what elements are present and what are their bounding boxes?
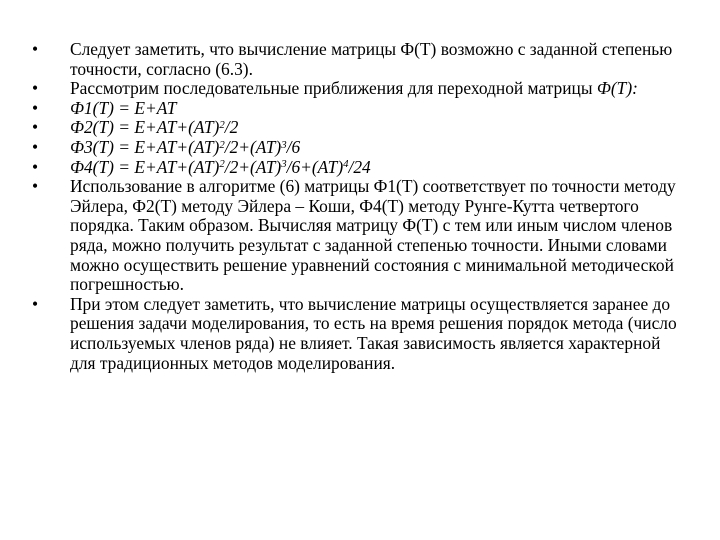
formula-exponent: 2 <box>219 138 225 151</box>
bullet-icon: • <box>31 156 39 177</box>
bullet-icon: • <box>31 78 39 99</box>
bullet-text: При этом следует заметить, что вычисление матрицы осуществляется заранее до решения задачи моделирования, то есть на время решения порядок метода (число используемых членов ряда) не влияет. Такая зависимость является характерной для традиционных методов моделирования. <box>70 293 677 373</box>
bullet-icon: • <box>31 293 39 314</box>
bullet-icon: • <box>31 97 39 118</box>
formula-phi2 <box>70 117 238 137</box>
bullet-icon: • <box>31 176 39 197</box>
formula-part: Ф3(Т) = E+AT+(AT) <box>70 136 220 157</box>
bullet-item-formula-4 <box>28 158 688 178</box>
formula-part: /2+(AT) <box>224 156 282 177</box>
formula-exponent: 4 <box>343 158 349 171</box>
matrix-symbol: Ф(Т): <box>596 78 638 99</box>
bullet-icon: • <box>31 117 39 138</box>
bullet-icon: • <box>31 39 39 59</box>
bullet-list <box>28 40 688 373</box>
formula-part: /2+(AT) <box>224 136 282 157</box>
bullet-item-1 <box>28 40 688 79</box>
bullet-text: Следует заметить, что вычисление матрицы Ф(Т) возможно с заданной степенью точности, согласно (6.3). <box>70 39 673 79</box>
bullet-item-formula-2 <box>28 118 688 138</box>
bullet-item-7 <box>28 177 688 295</box>
bullet-text: Рассмотрим последовательные приближения для переходной матрицы <box>70 78 597 99</box>
formula-part: /6 <box>286 136 301 157</box>
bullet-item-formula-1 <box>28 99 688 119</box>
formula-phi4 <box>70 157 371 177</box>
bullet-item-formula-3 <box>28 138 688 158</box>
bullet-text: Использование в алгоритме (6) матрицы Ф1(Т) соответствует по точности методу Эйлера, Ф2(Т) методу Эйлера – Коши, Ф4(Т) методу Рунге-Кутта четвертого порядка. Таким образом. Вычисляя матрицу Ф(Т) с тем или иным числом членов ряда, можно получить результат с заданной степенью точности. Иными словами можно осуществить решение уравнений состояния с минимальной методической погрешностью. <box>70 176 676 295</box>
formula-exponent: 2 <box>219 158 225 171</box>
formula-phi1 <box>70 98 176 118</box>
formula-exponent: 3 <box>281 158 287 171</box>
formula-part: /2 <box>224 117 239 138</box>
bullet-icon: • <box>31 136 39 157</box>
formula-part: Ф4(Т) = E+AT+(AT) <box>70 156 220 177</box>
formula-part: /6+(AT) <box>286 156 344 177</box>
bullet-item-8 <box>28 295 688 373</box>
formula-part: Ф1(Т) = E+AT <box>70 97 177 118</box>
formula-exponent: 3 <box>281 138 287 151</box>
bullet-item-2 <box>28 79 688 99</box>
formula-part: /24 <box>348 156 371 177</box>
formula-exponent: 2 <box>219 118 225 131</box>
formula-phi3 <box>70 137 300 157</box>
formula-part: Ф2(Т) = E+AT+(AT) <box>70 117 220 138</box>
